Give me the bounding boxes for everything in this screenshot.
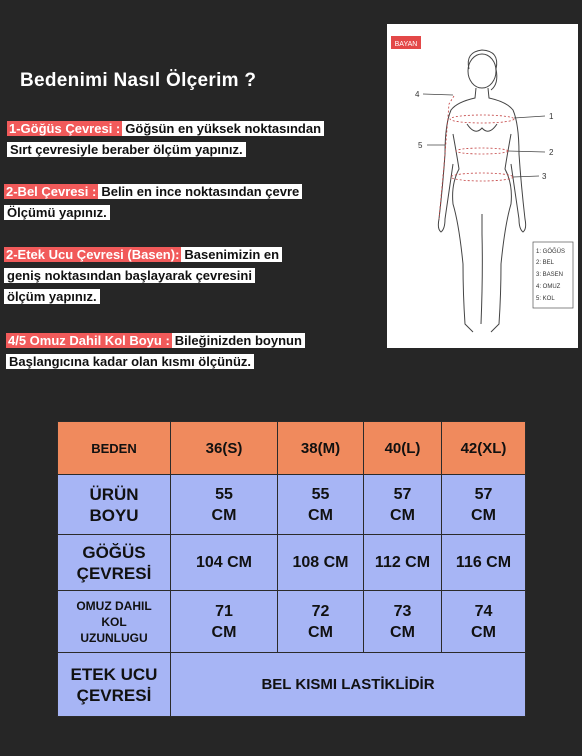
instruction-1-line-2 (7, 139, 246, 160)
instruction-3-line-1 (4, 244, 282, 265)
instruction-4-text-1: Bileğinizden boynun (172, 333, 305, 348)
header-size: 38(M) (278, 422, 364, 475)
size-table (57, 421, 526, 717)
instruction-3-text-1: Basenimizin en (181, 247, 282, 262)
table-cell: 71 CM (171, 591, 278, 653)
table-cell: 74 CM (442, 591, 526, 653)
instruction-3-text-3: ölçüm yapınız. (4, 289, 100, 304)
table-cell: 55 CM (171, 475, 278, 535)
row-label: GÖĞÜS ÇEVRESİ (58, 535, 171, 591)
legend-item-5: 5: KOL (536, 296, 555, 302)
instruction-4-text-2: Başlangıcına kadar olan kısmı ölçünüz. (6, 354, 254, 369)
table-row (58, 653, 526, 717)
instruction-2-text-2: Ölçümü yapınız. (4, 205, 110, 220)
marker-5: 5 (418, 141, 423, 150)
table-cell: 57 CM (442, 475, 526, 535)
instruction-4-line-1 (6, 330, 305, 351)
table-row (58, 591, 526, 653)
marker-2: 2 (549, 148, 554, 157)
table-cell: 72 CM (278, 591, 364, 653)
elastic-waist-note: BEL KISMI LASTİKLİDİR (171, 653, 526, 717)
marker-3-leader (513, 176, 539, 177)
table-cell: 116 CM (442, 535, 526, 591)
row-label: ÜRÜN BOYU (58, 475, 171, 535)
table-row (58, 475, 526, 535)
instruction-3-line-2 (4, 265, 255, 286)
page-title: Bedenimi Nasıl Ölçerim ? (20, 70, 257, 91)
marker-4-leader (423, 94, 453, 95)
legend-item-3: 3: BASEN (536, 272, 564, 278)
marker-2-leader (508, 151, 545, 152)
legend-item-2: 2: BEL (536, 260, 555, 266)
table-cell: 108 CM (278, 535, 364, 591)
row-label: OMUZ DAHIL KOL UZUNLUGU (58, 591, 171, 653)
marker-4: 4 (415, 90, 420, 99)
table-cell: 57 CM (364, 475, 442, 535)
table-cell: 55 CM (278, 475, 364, 535)
header-size: 40(L) (364, 422, 442, 475)
row-label: ETEK UCU ÇEVRESİ (58, 653, 171, 717)
body-measurement-figure (387, 24, 578, 348)
instruction-2-line-1 (4, 181, 302, 202)
instruction-4-label: 4/5 Omuz Dahil Kol Boyu : (8, 333, 170, 348)
hip-line (451, 173, 513, 181)
instruction-1-text-2: Sırt çevresiyle beraber ölçüm yapınız. (7, 142, 246, 157)
table-cell: 112 CM (364, 535, 442, 591)
chest-line (450, 115, 514, 123)
instruction-1-text-1: Göğsün en yüksek noktasından (122, 121, 324, 136)
table-row (58, 535, 526, 591)
figure-tag: BAYAN (394, 41, 418, 48)
instruction-3-label: 2-Etek Ucu Çevresi (Basen): (6, 247, 180, 262)
legend-item-1: 1: GÖĞÜS (536, 249, 566, 255)
instruction-1-line-1 (7, 118, 324, 139)
table-cell: 104 CM (171, 535, 278, 591)
table-header-row (58, 422, 526, 475)
instruction-2-label: 2-Bel Çevresi : (6, 184, 97, 199)
marker-leaders (423, 94, 545, 177)
header-size: 42(XL) (442, 422, 526, 475)
table-cell: 73 CM (364, 591, 442, 653)
female-body-outline (438, 50, 525, 332)
instruction-2-text-1: Belin en ince noktasından çevre (98, 184, 302, 199)
instruction-1-label: 1-Göğüs Çevresi : (9, 121, 121, 136)
marker-1: 1 (549, 112, 554, 121)
legend-item-4: 4: OMUZ (536, 284, 561, 290)
measurement-lines (439, 96, 514, 219)
instruction-2-line-2 (4, 202, 110, 223)
instruction-4-line-2 (6, 351, 254, 372)
instruction-3-line-3 (4, 286, 100, 307)
instruction-3-text-2: geniş noktasından başlayarak çevresini (4, 268, 255, 283)
waist-line (456, 148, 508, 154)
header-size: 36(S) (171, 422, 278, 475)
marker-1-leader (514, 116, 545, 118)
marker-3: 3 (542, 172, 547, 181)
header-beden: BEDEN (58, 422, 171, 475)
